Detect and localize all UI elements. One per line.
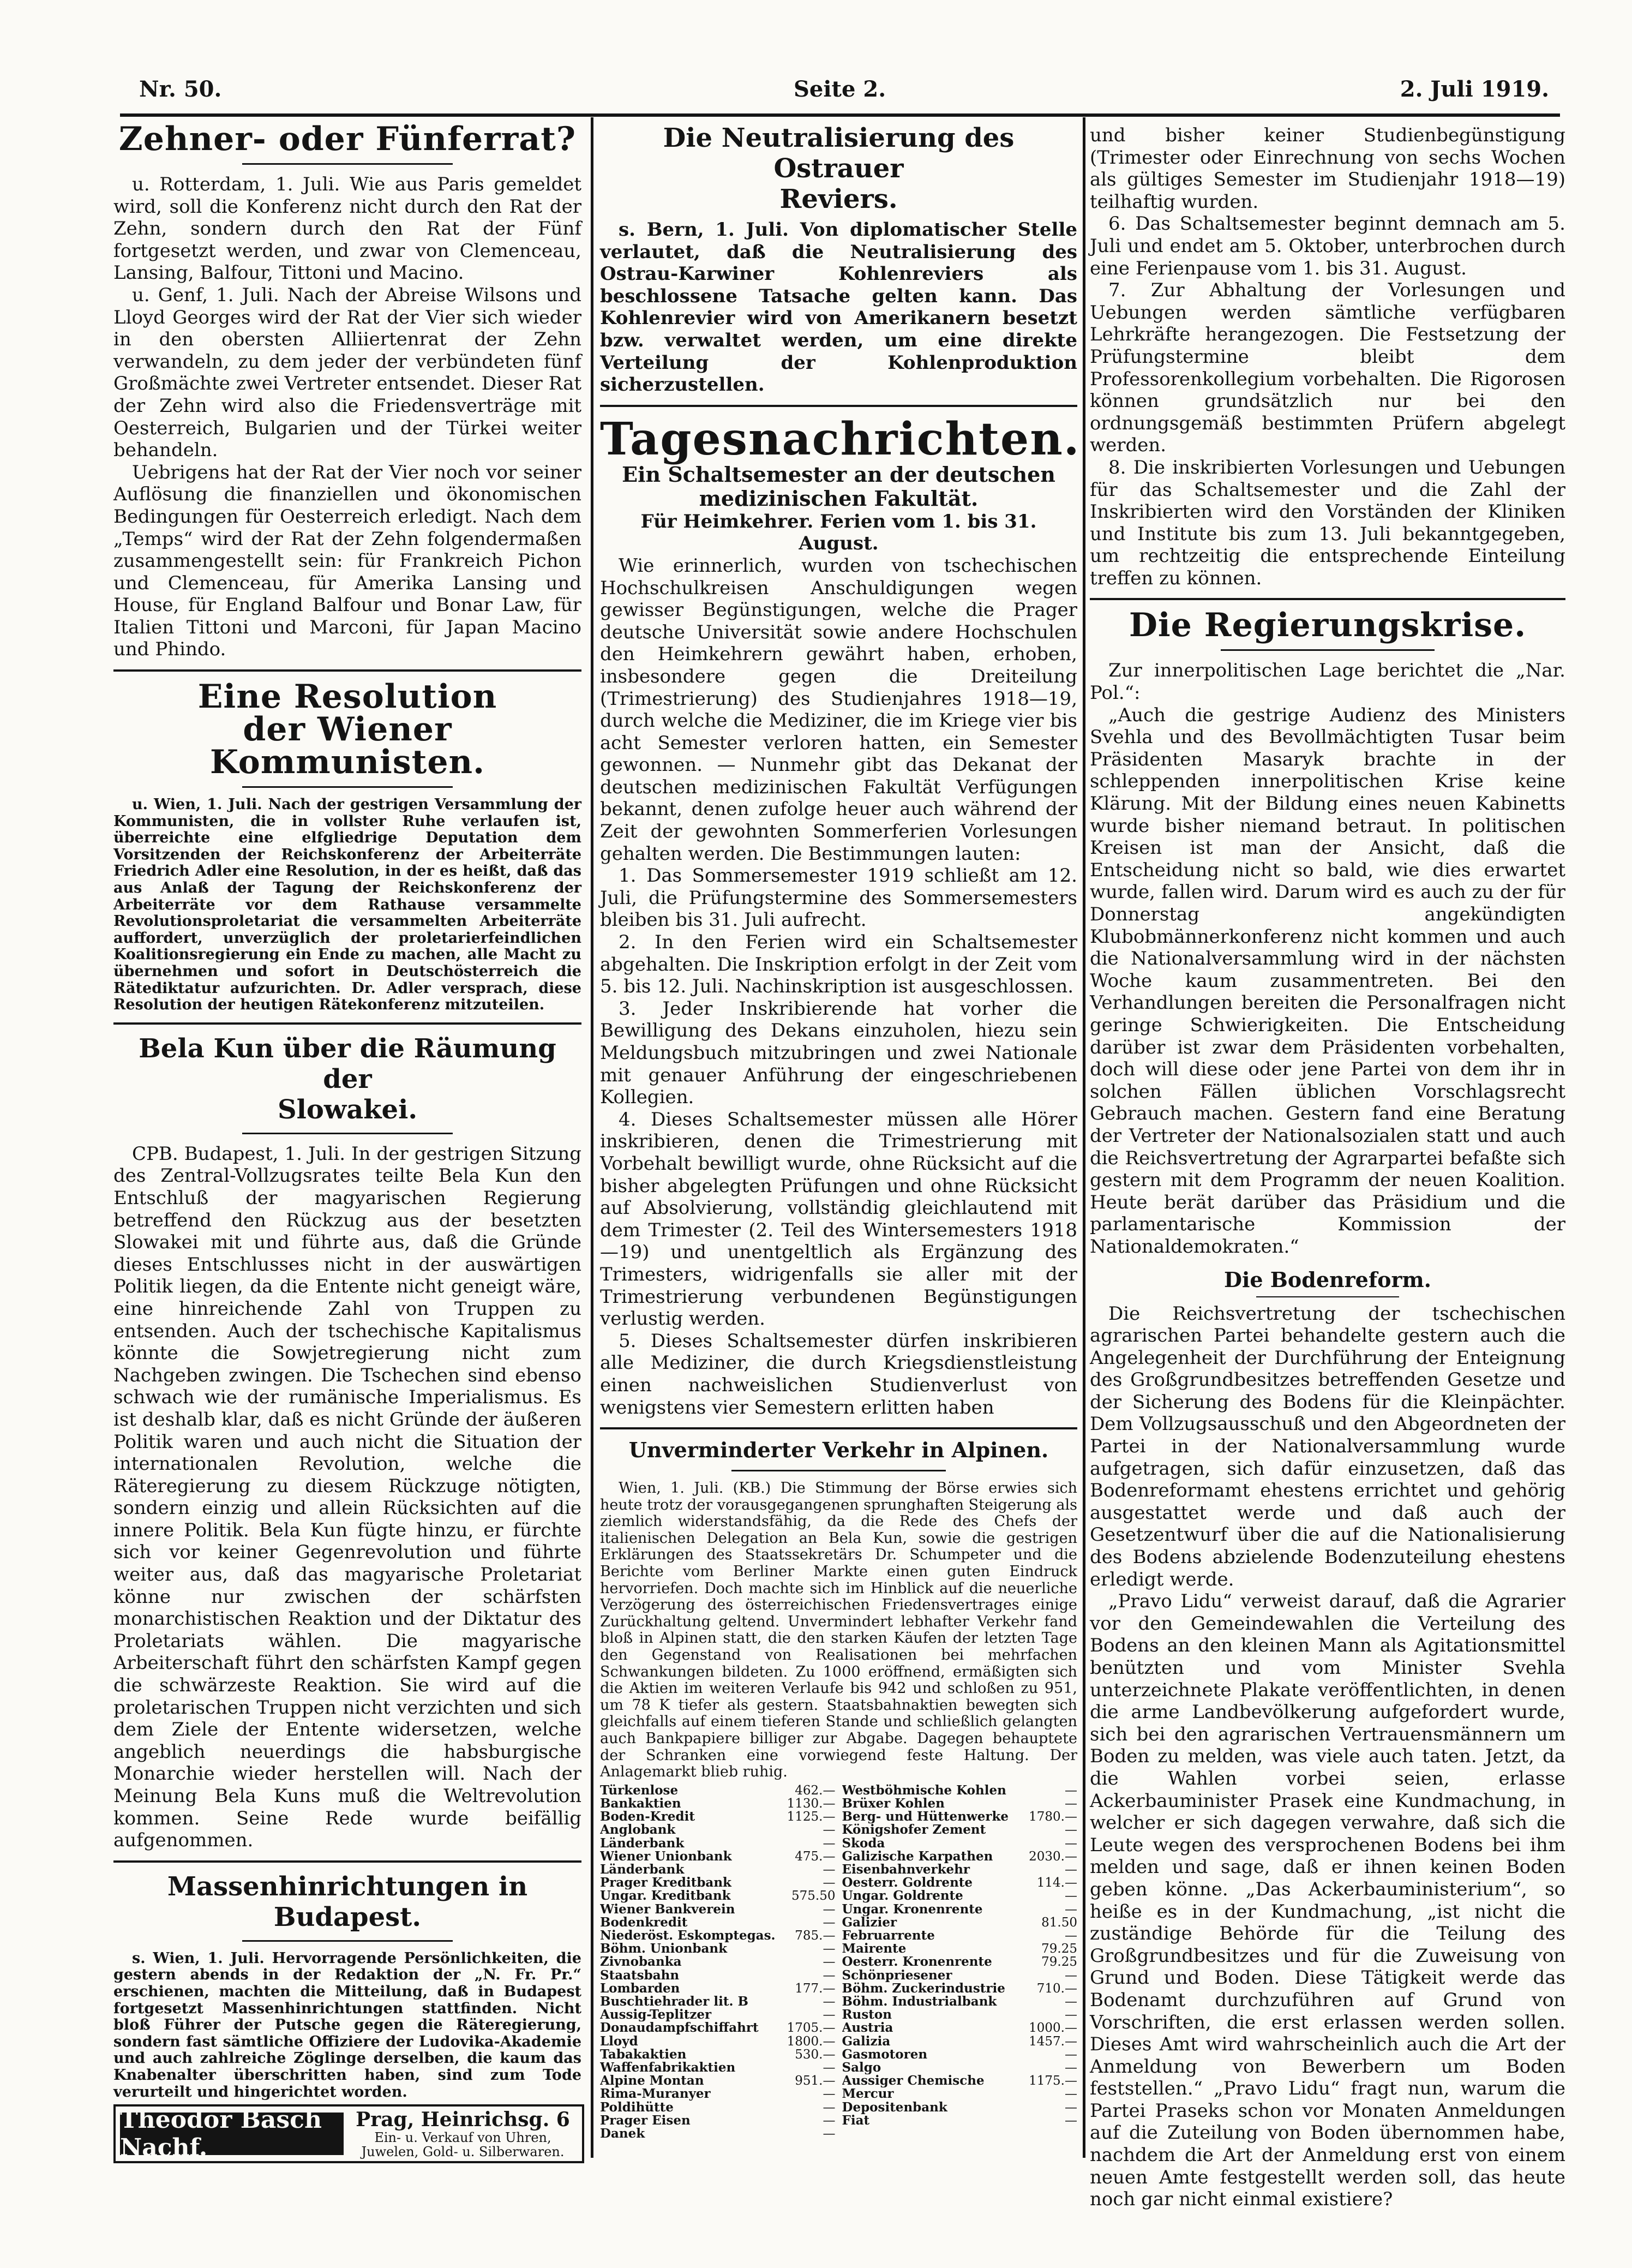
- article-bela-kun-slowakei: [113, 1033, 581, 1852]
- stock-name: Galizische Karpathen: [842, 1850, 993, 1863]
- stock-value: 1130.—: [787, 1797, 836, 1811]
- divider: [242, 1940, 453, 1942]
- stock-value: 951.—: [795, 2074, 836, 2088]
- stock-value: 1705.—: [787, 2021, 836, 2035]
- page-number: Seite 2.: [794, 76, 886, 102]
- stock-row: [600, 2021, 836, 2034]
- article-schaltsemester-continued: [1090, 124, 1565, 589]
- stock-value: 1780.—: [1029, 1810, 1077, 1824]
- stock-row: [842, 1929, 1078, 1942]
- stock-name: Aussiger Chemische: [842, 2074, 985, 2088]
- article-subtitle: Für Heimkehrer. Ferien vom 1. bis 31. August.: [640, 510, 1037, 555]
- stock-value: 575.50: [791, 1889, 836, 1903]
- stock-value: 79.25: [1041, 1942, 1077, 1956]
- stock-value: —: [1065, 1929, 1077, 1943]
- stock-row: [842, 1797, 1078, 1810]
- stock-value: 177.—: [795, 1982, 836, 1996]
- column-1: [113, 120, 581, 2101]
- stock-row: [842, 2061, 1078, 2074]
- stock-name: Brüxer Kohlen: [842, 1797, 945, 1811]
- stock-row: [842, 2101, 1078, 2114]
- stock-name: Länderbank: [600, 1863, 685, 1877]
- stock-row: [600, 2087, 836, 2101]
- stock-value: —: [1065, 1784, 1077, 1797]
- page-header: [139, 76, 1549, 109]
- stock-value: —: [823, 1876, 836, 1890]
- stock-value: 785.—: [795, 1929, 836, 1943]
- stock-name: Depositenbank: [842, 2101, 947, 2114]
- column-rule-1: [591, 117, 593, 2158]
- stock-value: —: [1065, 1968, 1077, 1982]
- article-paragraph: Die Reichsvertretung der tschechischen agrarischen Partei behandelte gestern auch die Angelegenheit der Durchführung der Enteignung des Großgrundbesitzes betreffenden Gesetze und der Sicherung des Bodens für die Kleinpächter. Dem Vollzugsausschuß und den Abgeordneten der Partei in der Nationalversammlung wurde aufgetragen, sich dafür einzusetzen, daß das Bodenreformamt ehestens errichtet und gehörig ausgestattet werde und daß auch der Gesetzentwurf über die auf die Nationalisierung des Bodens abzielende Bodenzuteilung ehestens erledigt werde.: [1090, 1302, 1565, 1590]
- stock-name: Galizia: [842, 2034, 891, 2048]
- stock-row: [600, 2035, 836, 2048]
- stock-row: [842, 2008, 1078, 2021]
- stock-value: 530.—: [795, 2048, 836, 2062]
- stock-value: 710.—: [1036, 1982, 1077, 1996]
- stock-table: [600, 1784, 1077, 2140]
- article-paragraph: und bisher keiner Studienbegünstigung (Trimester oder Einrechnung von sechs Wochen als gültiges Semester im Studienjahr 1918—19) teilhaftig wurden.: [1090, 124, 1565, 213]
- article-paragraph: u. Rotterdam, 1. Juli. Wie aus Paris gemeldet wird, soll die Konferenz nicht durch den Rat der Zehn, sondern durch den Rat der Fünf fortgesetzt werden, und zwar von Clemenceau, Lansing, Balfour, Tittoni und Macino.: [113, 173, 581, 284]
- stock-row: [600, 2061, 836, 2074]
- stock-name: Prager Kreditbank: [600, 1876, 731, 1890]
- stock-row: [842, 1955, 1078, 1968]
- section-tagesnachrichten: [600, 412, 1081, 1419]
- stock-name: Berg- und Hüttenwerke: [842, 1810, 1009, 1824]
- article-massenhinrichtungen: [113, 1871, 581, 2101]
- stock-row: [842, 2087, 1078, 2101]
- stock-row: [600, 2074, 836, 2087]
- stock-row: [842, 2035, 1078, 2048]
- article-paragraph: „Pravo Lidu“ verweist darauf, daß die Agrarier vor den Gemeindewahlen die Verteilung des Bodens an den kleinen Mann als Agitationsmittel benützten und vom Minister Svehla unterzeichnete Plakate veröffentlichten, in denen die arme Landbevölkerung aufgefordert wurde, sich bei den agrarischen Vertrauensmännern um Boden zu melden, was viele auch taten. Jetzt, da die Wahlen vorbei seien, erlasse Ackerbauminister Prasek eine Kundmachung, in welcher er sich dagegen verwahre, daß sich die Leute wegen des versprochenen Bodens bei ihm melden und sage, daß er ihnen keinen Boden geben könne. „Das Ackerbauministerium“, so heiße es in der Kundmachung, „ist nicht die zuständige Behörde für die Teilung des Großgrundbesitzes und für die Zuweisung von Grund und Boden. Diese Tätigkeit werde das Bodenamt durchzuführen auf Grund von Vorschriften, die erst erlassen werden sollen. Dieses Amt wird wahrscheinlich auch die Art der Anmeldung von Bewerbern um Boden feststellen.“ „Pravo Lidu“ fragt nun, warum die Partei Praseks schon vor Monaten Anmeldungen auf die Zuteilung von Boden übernommen habe, nachdem die Art der Anmeldung erst von einem neuen Amte festgestellt werden soll, das heute noch gar nicht einmal existiere?: [1090, 1590, 1565, 2211]
- stock-value: —: [823, 2101, 836, 2114]
- stock-row: [842, 2074, 1078, 2087]
- stock-row: [600, 1916, 836, 1929]
- article-title: Die Regierungskrise.: [1129, 606, 1527, 645]
- stock-row: [842, 2114, 1078, 2127]
- stock-row: [600, 2127, 836, 2140]
- stock-name: Oesterr. Goldrente: [842, 1876, 973, 1890]
- stock-value: —: [1065, 1902, 1077, 1916]
- stock-row: [600, 1903, 836, 1916]
- stock-row: [600, 1876, 836, 1889]
- stock-row: [842, 2021, 1078, 2034]
- ad-info: [344, 2109, 582, 2159]
- article-bodenreform: [1090, 1268, 1565, 2211]
- stock-value: —: [1065, 2114, 1077, 2128]
- stock-value: —: [823, 2127, 836, 2141]
- article-neutralisierung-ostrau: [600, 123, 1077, 396]
- divider: [242, 163, 453, 165]
- stock-row: [842, 1982, 1078, 1995]
- stock-value: —: [823, 2087, 836, 2101]
- stock-name: Westböhmische Kohlen: [842, 1784, 1006, 1797]
- article-separator: [113, 1022, 581, 1025]
- stock-row: [600, 1982, 836, 1995]
- stock-name: Poldihütte: [600, 2101, 674, 2114]
- stock-name: Februarrente: [842, 1929, 935, 1943]
- stock-name: Lloyd: [600, 2034, 638, 2048]
- stock-row: [600, 2101, 836, 2114]
- stock-name: Mairente: [842, 1942, 907, 1956]
- stock-row: [600, 1955, 836, 1968]
- stock-value: —: [823, 1955, 836, 1969]
- stock-row: [600, 1797, 836, 1810]
- stock-value: —: [1065, 1863, 1077, 1877]
- stock-value: —: [1065, 1995, 1077, 2009]
- stock-name: Prager Eisen: [600, 2114, 691, 2128]
- divider: [242, 1133, 453, 1134]
- stock-value: —: [823, 1902, 836, 1916]
- issue-number: Nr. 50.: [139, 76, 222, 102]
- stock-name: Ungar. Goldrente: [842, 1889, 963, 1903]
- stock-name: Lombarden: [600, 1982, 680, 1996]
- stock-name: Tabakaktien: [600, 2048, 687, 2062]
- stock-row: [842, 1995, 1078, 2008]
- stock-name: Eisenbahnverkehr: [842, 1863, 970, 1877]
- stock-name: Ungar. Kreditbank: [600, 1889, 731, 1903]
- article-title: Bela Kun über die Räumung der: [139, 1033, 556, 1094]
- stock-value: 1000.—: [1029, 2021, 1077, 2035]
- article-paragraph: u. Genf, 1. Juli. Nach der Abreise Wilsons und Lloyd Georges wird der Rat der Vier sich wieder in den obersten Alliiertenrat der Zehn verwandeln, zu dem jeder der verbündeten fünf Großmächte zwei Vertreter entsendet. Dieser Rat der Zehn wird also die Friedensverträge mit Oesterreich, Bulgarien und der Türkei weiter behandeln.: [113, 284, 581, 462]
- column-rule-2: [1083, 117, 1085, 2158]
- article-title: Die Bodenreform.: [1224, 1267, 1431, 1292]
- stock-name: Wiener Bankverein: [600, 1902, 735, 1916]
- stock-value: —: [823, 1942, 836, 1956]
- article-paragraph: 8. Die inskribierten Vorlesungen und Uebungen für das Schaltsemester und die Zahl der Inskribierten wird den Vorständen der Kliniken und Institute bis zum 13. Juli bekanntgegeben, um rechtzeitig die entsprechende Einteilung treffen zu können.: [1090, 456, 1565, 589]
- stock-row: [842, 1810, 1078, 1823]
- stock-name: Fiat: [842, 2114, 870, 2128]
- stock-name: Bodenkredit: [600, 1916, 688, 1930]
- stock-value: 1800.—: [787, 2034, 836, 2048]
- article-paragraph: 2. In den Ferien wird ein Schaltsemester abgehalten. Die Inskription erfolgt in der Zeit vom 5. bis 12. Juli. Nachinskription ist ausgeschlossen.: [600, 931, 1077, 998]
- article-paragraph: „Auch die gestrige Audienz des Ministers Svehla und des Bevollmächtigten Tusar beim Präsidenten Masaryk brachte in der schleppenden innerpolitischen Krise keine Klärung. Mit der Bildung eines neuen Kabinetts wurde bisher niemand betraut. In politischen Kreisen ist man der Ansicht, daß die Entscheidung nicht so bald, wie dies erwartet wurde, fallen wird. Darum wird es auch zu der für Donnerstag angekündigten Klubobmännerkonferenz nicht kommen und auch die Nationalversammlung wird in der nächsten Woche kaum zusammentreten. Bei den Verhandlungen bereiten die Personalfragen nicht geringe Schwierigkeiten. Die Entscheidung darüber ist zwar dem Präsidenten vorbehalten, doch will diese oder jene Partei von dem ihr in solchen Fällen üblichen Vorschlagsrecht Gebrauch machen. Gestern fand eine Beratung der Vertreter der Nationalsozialen statt und auch die Reichsvertretung der Agrarpartei befaßte sich gestern mit dem Programm der neuen Koalition. Heute berät darüber das Präsidium und die parlamentarische Kommission der Nationaldemokraten.“: [1090, 704, 1565, 1258]
- stock-value: —: [823, 2114, 836, 2128]
- stock-name: Wiener Unionbank: [600, 1850, 732, 1863]
- advertisement-basch: [113, 2104, 584, 2163]
- stock-name: Donaudampfschiffahrt: [600, 2021, 759, 2035]
- article-paragraph: Wie erinnerlich, wurden von tschechischen Hochschulkreisen Anschuldigungen wegen gewisser Begünstigungen, welche die Prager deutsche Universität sowie andere Hochschulen den Heimkehrern gewährt haben, erhoben, insbesondere gegen die Dreiteilung (Trimestrierung) des Studienjahres 1918—19, durch welche die Mediziner, die im Kriege vier bis acht Semester verloren hatten, ein Semester gewonnen. — Nunmehr gibt das Dekanat der deutschen medizinischen Fakultät Verfügungen bekannt, denen zufolge heuer auch während der Zeit der gewohnten Sommerferien Vorlesungen gehalten werden. Die Bestimmungen lauten:: [600, 554, 1077, 865]
- stock-value: —: [823, 1863, 836, 1877]
- header-rule: [120, 113, 1560, 117]
- article-paragraph: 3. Jeder Inskribierende hat vorher die Bewilligung des Dekans einzuholen, hiezu sein Meldungsbuch mitzubringen und zwei Nationale mit genauer Anführung der eingeschriebenen Kollegien.: [600, 997, 1077, 1109]
- stock-name: Königshofer Zement: [842, 1823, 986, 1837]
- article-title-line2: der Wiener Kommunisten.: [209, 710, 485, 782]
- stock-row: [600, 1969, 836, 1982]
- stock-row: [600, 1889, 836, 1902]
- stock-value: —: [823, 1823, 836, 1837]
- article-paragraph: u. Wien, 1. Juli. Nach der gestrigen Versammlung der Kommunisten, die in vollster Ruhe verlaufen ist, überreichte eine elfgliedrige Deputation dem Vorsitzenden der Reichskonferenz der Arbeiterräte Friedrich Adler eine Resolution, in der es heißt, daß das aus Anlaß der Tagung der Reichskonferenz der Arbeiterräte vor dem Rathause versammelte Revolutionsproletariat die versammelten Arbeiterräte auffordert, unverzüglich der proletarierfeindlichen Koalitionsregierung ein Ende zu machen, alle Macht zu übernehmen und sofort in Deutschösterreich die Rätediktatur aufzurichten. Dr. Adler versprach, diese Resolution der heutigen Rätekonferenz mitzuteilen.: [113, 796, 581, 1014]
- stock-row: [600, 1995, 836, 2008]
- stock-value: 1175.—: [1029, 2074, 1077, 2088]
- article-title: Die Neutralisierung des Ostrauer: [663, 123, 1015, 184]
- stock-value: —: [1065, 1889, 1077, 1903]
- stock-row: [600, 2114, 836, 2127]
- stock-row: [600, 1942, 836, 1955]
- column-2: [600, 123, 1081, 2141]
- stock-row: [600, 1784, 836, 1797]
- ad-address: Prag, Heinrichsg. 6: [356, 2108, 570, 2131]
- stock-name: Gasmotoren: [842, 2048, 928, 2062]
- stock-row: [600, 1850, 836, 1863]
- article-title-line2: Reviers.: [779, 184, 898, 214]
- stock-row: [600, 1863, 836, 1876]
- ad-line: Ein- u. Verkauf von Uhren,: [374, 2130, 551, 2145]
- article-paragraph: s. Bern, 1. Juli. Von diplomatischer Stelle verlautet, daß die Neutralisierung des Ostrau-Karwiner Kohlenreviers als beschlossene Tatsache gelten kann. Das Kohlenrevier wird von Amerikanern besetzt bzw. verwaltet werden, um eine direkte Verteilung der Kohlenproduktion sicherzustellen.: [600, 219, 1077, 396]
- stock-name: Rima-Muranyer: [600, 2087, 711, 2101]
- ad-line: Juwelen, Gold- u. Silberwaren.: [361, 2144, 565, 2159]
- stock-value: —: [823, 1968, 836, 1982]
- article-regierungskrise: [1090, 606, 1565, 1258]
- section-title: Tagesnachrichten.: [600, 412, 1081, 465]
- divider: [1256, 1296, 1399, 1297]
- stock-name: Anglobank: [600, 1823, 676, 1837]
- stock-name: Türkenlose: [600, 1784, 679, 1797]
- stock-value: —: [823, 1836, 836, 1850]
- stock-name: Austria: [842, 2021, 893, 2035]
- stock-table-left: [600, 1784, 836, 2140]
- stock-row: [842, 1889, 1078, 1902]
- stock-table-right: [842, 1784, 1078, 2140]
- stock-name: Ungar. Kronenrente: [842, 1902, 983, 1916]
- stock-value: 2030.—: [1029, 1850, 1077, 1863]
- stock-row: [842, 1876, 1078, 1889]
- stock-name: Waffenfabrikaktien: [600, 2061, 736, 2075]
- stock-row: [842, 1837, 1078, 1850]
- stock-value: —: [823, 1916, 836, 1930]
- stock-name: Länderbank: [600, 1836, 685, 1850]
- article-verkehr-alpinen: [600, 1438, 1077, 2140]
- article-paragraph: 6. Das Schaltsemester beginnt demnach am 5. Juli und endet am 5. Oktober, unterbrochen durch eine Ferienpause vom 1. bis 31. August.: [1090, 213, 1565, 279]
- stock-value: —: [823, 2061, 836, 2075]
- article-title-line2: Slowakei.: [277, 1094, 418, 1125]
- article-title: Ein Schaltsemester an der deutschen: [622, 462, 1055, 487]
- stock-name: Mercur: [842, 2087, 894, 2101]
- stock-row: [600, 1810, 836, 1823]
- stock-row: [842, 1850, 1078, 1863]
- stock-name: Niederöst. Eskomptegas.: [600, 1929, 776, 1943]
- stock-name: Danek: [600, 2127, 645, 2141]
- stock-value: —: [823, 1995, 836, 2009]
- stock-name: Skoda: [842, 1836, 885, 1850]
- stock-value: —: [1065, 1823, 1077, 1837]
- stock-row: [842, 1863, 1078, 1876]
- article-separator: [113, 669, 581, 672]
- article-title: Massenhinrichtungen in Budapest.: [167, 1871, 528, 1932]
- stock-name: Bankaktien: [600, 1797, 681, 1811]
- column-3: [1090, 124, 1565, 2211]
- stock-value: —: [1065, 1836, 1077, 1850]
- stock-value: —: [823, 2008, 836, 2022]
- stock-value: 79.25: [1041, 1955, 1077, 1969]
- issue-date: 2. Juli 1919.: [1400, 76, 1549, 102]
- stock-name: Aussig-Teplitzer: [600, 2008, 712, 2022]
- stock-row: [842, 1903, 1078, 1916]
- stock-name: Galizier: [842, 1916, 897, 1930]
- stock-value: —: [1065, 2101, 1077, 2114]
- stock-row: [842, 1969, 1078, 1982]
- stock-value: —: [1065, 2008, 1077, 2022]
- stock-row: [842, 2048, 1078, 2061]
- article-paragraph: 1. Das Sommersemester 1919 schließt am 12. Juli, die Prüfungstermine des Sommersemesters bleiben bis 31. Juli aufrecht.: [600, 865, 1077, 931]
- stock-name: Boden-Kredit: [600, 1810, 695, 1824]
- stock-value: 114.—: [1036, 1876, 1077, 1890]
- divider: [1221, 649, 1435, 651]
- stock-name: Buschtiehrader lit. B: [600, 1995, 748, 2009]
- stock-name: Ruston: [842, 2008, 892, 2022]
- stock-name: Oesterr. Kronenrente: [842, 1955, 992, 1969]
- article-paragraph: s. Wien, 1. Juli. Hervorragende Persönlichkeiten, die gestern abends in der Redaktion der „N. Fr. Pr.“ erschienen, machten die Mitteilung, daß in Budapest fortgesetzt Massenhinrichtungen stattfinden. Nicht bloß Führer der Putsche gegen die Räteregierung, sondern fast sämtliche Offiziere der Ludovika-Akademie und auch zahlreiche Zöglinge derselben, die kaum das Knabenalter überschritten haben, sind zum Tode verurteilt und hingerichtet worden.: [113, 1949, 581, 2101]
- stock-name: Staatsbahn: [600, 1968, 680, 1982]
- stock-value: 475.—: [795, 1850, 836, 1863]
- stock-value: 462.—: [795, 1784, 836, 1797]
- divider: [731, 1470, 946, 1471]
- stock-value: 81.50: [1041, 1916, 1077, 1930]
- stock-name: Alpine Montan: [600, 2074, 704, 2088]
- article-separator: [1090, 598, 1565, 600]
- article-paragraph: Uebrigens hat der Rat der Vier noch vor seiner Auflösung die finanziellen und ökonomischen Bedingungen für Oesterreich erledigt. Nach dem „Temps“ wird der Rat der Zehn folgendermaßen zusammengestellt sein: für Frankreich Pichon und Clemenceau, für Amerika Lansing und House, für England Balfour und Bonar Law, für Italien Tittoni und Marconi, für Japan Macino und Phindo.: [113, 461, 581, 661]
- stock-row: [600, 1837, 836, 1850]
- stock-row: [842, 1823, 1078, 1836]
- stock-value: —: [1065, 2048, 1077, 2062]
- stock-value: 1125.—: [787, 1810, 836, 1824]
- article-paragraph: 4. Dieses Schaltsemester müssen alle Hörer inskribieren, denen die Trimestrierung mit Vorbehalt bewilligt wurde, ohne Rücksicht auf die bisher abgelegten Prüfungen und ohne Rücksicht auf Absolvierung, vollständig gleichlautend mit dem Trimester (2. Teil des Wintersemesters 1918—19) und unentgeltlich als Ergänzung des Trimesters, widrigenfalls sie aller mit der Trimestrierung verbundenen Begünstigungen verlustig werden.: [600, 1108, 1077, 1330]
- divider: [242, 786, 453, 788]
- stock-value: —: [1065, 1797, 1077, 1811]
- article-title-line2: medizinischen Fakultät.: [699, 486, 979, 511]
- article-title: Eine Resolution: [197, 678, 497, 716]
- article-paragraph: Zur innerpolitischen Lage berichtet die „Nar. Pol.“:: [1090, 660, 1565, 704]
- article-title: Zehner- oder Fünferrat?: [118, 120, 577, 158]
- stock-row: [600, 2048, 836, 2061]
- stock-value: —: [1065, 2087, 1077, 2101]
- article-separator: [113, 1860, 581, 1863]
- stock-row: [600, 2008, 836, 2021]
- stock-name: Zivnobanka: [600, 1955, 682, 1969]
- stock-row: [600, 1823, 836, 1836]
- ad-company-name: Theodor Basch Nachf.: [120, 2113, 344, 2155]
- article-separator: [600, 1427, 1077, 1429]
- stock-name: Schönpriesener: [842, 1968, 952, 1982]
- stock-row: [842, 1942, 1078, 1955]
- article-paragraph: 7. Zur Abhaltung der Vorlesungen und Uebungen werden sämtliche verfügbaren Lehrkräfte herangezogen. Die Festsetzung der Prüfungstermine bleibt dem Professorenkollegium vorbehalten. Die Rigorosen können grundsätzlich nur bei den ordnungsgemäß bestimmten Prüfern abgelegt werden.: [1090, 279, 1565, 457]
- article-paragraph: CPB. Budapest, 1. Juli. In der gestrigen Sitzung des Zentral-Vollzugsrates teilte Bela Kun den Entschluß der magyarischen Regierung betreffend den Rückzug aus der besetzten Slowakei mit und führte aus, daß die Gründe dieses Entschlusses nicht in der auswärtigen Politik liegen, da die Entente nicht geneigt wäre, eine hinreichende Zahl von Truppen zu entsenden. Auch der tschechische Kapitalismus könnte die Sowjetregierung nicht zum Nachgeben zwingen. Die Tschechen sind ebenso schwach wie der rumänische Imperialismus. Es ist deshalb klar, daß es nicht Gründe der äußeren Politik waren und auch nicht die Situation der internationalen Revolution, welche die Räteregierung zu diesem Rückzuge nötigten, sondern einzig und allein Rücksichten auf die innere Politik. Bela Kun fügte hinzu, er fürchte sich vor keiner Gegenrevolution und führte weiter aus, daß das magyarische Proletariat könne nur zwischen der schärfsten monarchistischen Reaktion und der Diktatur des Proletariats wählen. Die magyarische Arbeiterschaft führt den schärfsten Kampf gegen die schwärzeste Reaktion. Sie wird auf die proletarischen Truppen nicht verzichten und sich dem Ziele der Entente widersetzen, welche angeblich neuerdings die habsburgische Monarchie wieder herstellen will. Nach der Meinung Bela Kuns muß die Weltrevolution kommen. Seine Rede wurde beifällig aufgenommen.: [113, 1142, 581, 1852]
- stock-name: Böhm. Industrialbank: [842, 1995, 997, 2009]
- stock-row: [842, 1916, 1078, 1929]
- article-title: Unverminderter Verkehr in Alpinen.: [628, 1438, 1049, 1463]
- article-zehner-oder-fuenferrat: [113, 120, 581, 661]
- stock-value: —: [1065, 2061, 1077, 2075]
- stock-name: Böhm. Unionbank: [600, 1942, 728, 1956]
- stock-name: Böhm. Zuckerindustrie: [842, 1982, 1005, 1996]
- stock-name: Salgo: [842, 2061, 881, 2075]
- article-paragraph: Wien, 1. Juli. (KB.) Die Stimmung der Börse erwies sich heute trotz der vorausgegangenen sprunghaften Steigerung als ziemlich widerstandsfähig, da die Rede des Chefs der italienischen Delegation an Bela Kun, sowie die gestrigen Erklärungen des Staatssekretärs Dr. Schumpeter und die Berichte vom Berliner Markte einen guten Eindruck hervorriefen. Doch machte sich im Hinblick auf die neuerliche Verzögerung des österreichischen Friedensvertrages einige Zurückhaltung geltend. Unvermindert lebhafter Verkehr fand bloß in Alpinen statt, die den starken Käufen der letzten Tage den Gegenstand von Realisationen bei mehrfachen Schwankungen bildeten. Zu 1000 eröffnend, ermäßigten sich die Aktien im weiteren Verlaufe bis 942 und schloßen zu 951, um 78 K tiefer als gestern. Staatsbahnaktien bewegten sich gleichfalls auf einem tieferen Stande und schließlich gelangten auch Bankpapiere billiger zur Abgabe. Dagegen behauptete der Schranken eine vorwiegend feste Haltung. Der Anlagemarkt blieb ruhig.: [600, 1480, 1077, 1781]
- stock-row: [600, 1929, 836, 1942]
- article-separator: [600, 405, 1077, 407]
- stock-value: 1457.—: [1029, 2034, 1077, 2048]
- article-paragraph: 5. Dieses Schaltsemester dürfen inskribieren alle Mediziner, die durch Kriegsdienstleistung einen nachweislichen Studienverlust von wenigstens vier Semestern erlitten haben: [600, 1330, 1077, 1419]
- article-resolution-kommunisten: [113, 680, 581, 1014]
- stock-row: [842, 1784, 1078, 1797]
